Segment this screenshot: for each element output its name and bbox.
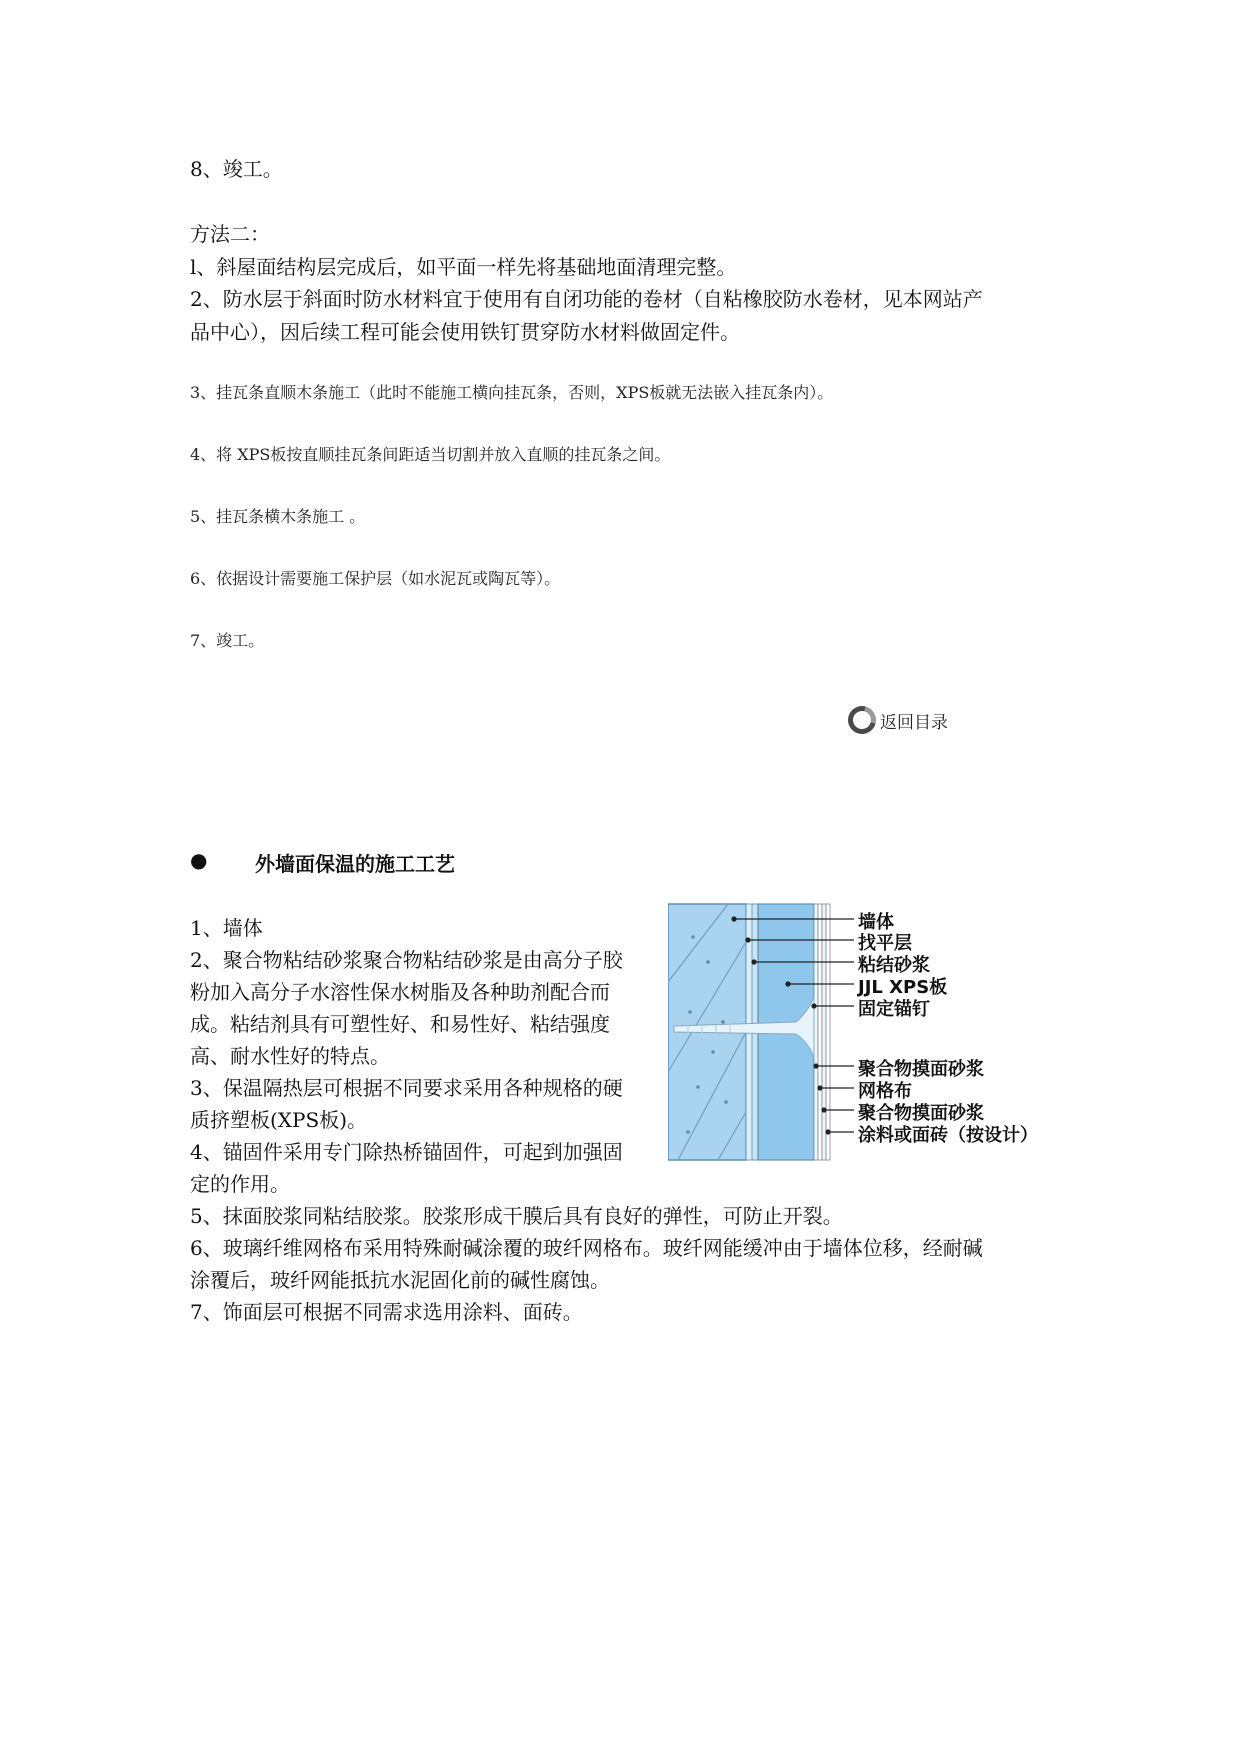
diagram-label-bonding-mortar: 粘结砂浆 [858,955,930,976]
item-6-line2: 涂覆后，玻纤网能抵抗水泥固化前的碱性腐蚀。 [190,1268,610,1292]
step-8: 8、竣工。 [190,157,283,181]
diagram-label-anchor: 固定锚钉 [858,999,930,1020]
bullet: ● [190,848,208,872]
diagram-label-finish: 涂料或面砖（按设计） [858,1125,1038,1146]
item-3-line2: 质挤塑板(XPS板)。 [190,1108,368,1132]
method2-step-2-line1: 2、防水层于斜面时防水材料宜于使用有自闭功能的卷材（自粘橡胶防水卷材，见本网站产 [190,287,983,311]
section-title: 外墙面保温的施工工艺 [255,852,455,876]
return-to-toc-link[interactable] [848,706,948,734]
item-4-line2: 定的作用。 [190,1172,290,1196]
diagram-label-xps-board: JJL XPS板 [858,977,948,998]
circle-return-icon [843,701,881,739]
item-7: 7、饰面层可根据不同需求选用涂料、面砖。 [190,1300,583,1324]
item-5: 5、抹面胶浆同粘结胶浆。胶浆形成干膜后具有良好的弹性，可防止开裂。 [190,1204,843,1228]
item-2-line3: 成。粘结剂具有可塑性好、和易性好、粘结强度 [190,1012,610,1036]
method2-step-3: 3、挂瓦条直顺木条施工（此时不能施工横向挂瓦条，否则，XPS板就无法嵌入挂瓦条内）。 [190,383,834,402]
item-3-line1: 3、保温隔热层可根据不同要求采用各种规格的硬 [190,1076,623,1100]
diagram-label-mesh: 网格布 [858,1081,912,1102]
item-6-line1: 6、玻璃纤维网格布采用特殊耐碱涂覆的玻纤网格布。玻纤网能缓冲由于墙体位移，经耐碱 [190,1236,983,1260]
method2-step-1: l、斜屋面结构层完成后，如平面一样先将基础地面清理完整。 [190,255,737,279]
diagram-label-polymer-mortar-1: 聚合物摸面砂浆 [858,1059,984,1080]
method2-step-5: 5、挂瓦条横木条施工 。 [190,507,366,526]
diagram-label-wall: 墙体 [858,912,894,933]
method2-step-4: 4、将 XPS板按直顺挂瓦条间距适当切割并放入直顺的挂瓦条之间。 [190,445,671,464]
item-4-line1: 4、锚固件采用专门除热桥锚固件，可起到加强固 [190,1140,623,1164]
diagram-label-polymer-mortar-2: 聚合物摸面砂浆 [858,1103,984,1124]
method2-step-7: 7、竣工。 [190,631,265,650]
diagram-label-leveling: 找平层 [858,933,912,954]
item-2-line4: 高、耐水性好的特点。 [190,1044,390,1068]
return-label: 返回目录 [880,712,948,733]
method2-step-2-line2: 品中心），因后续工程可能会使用铁钉贯穿防水材料做固定件。 [190,320,740,344]
method2-step-6: 6、依据设计需要施工保护层（如水泥瓦或陶瓦等）。 [190,569,561,588]
method-2-title: 方法二： [190,222,270,246]
item-1: 1、墙体 [190,916,263,940]
item-2-line2: 粉加入高分子水溶性保水树脂及各种助剂配合而 [190,980,610,1004]
item-2-line1: 2、聚合物粘结砂浆聚合物粘结砂浆是由高分子胶 [190,948,623,972]
